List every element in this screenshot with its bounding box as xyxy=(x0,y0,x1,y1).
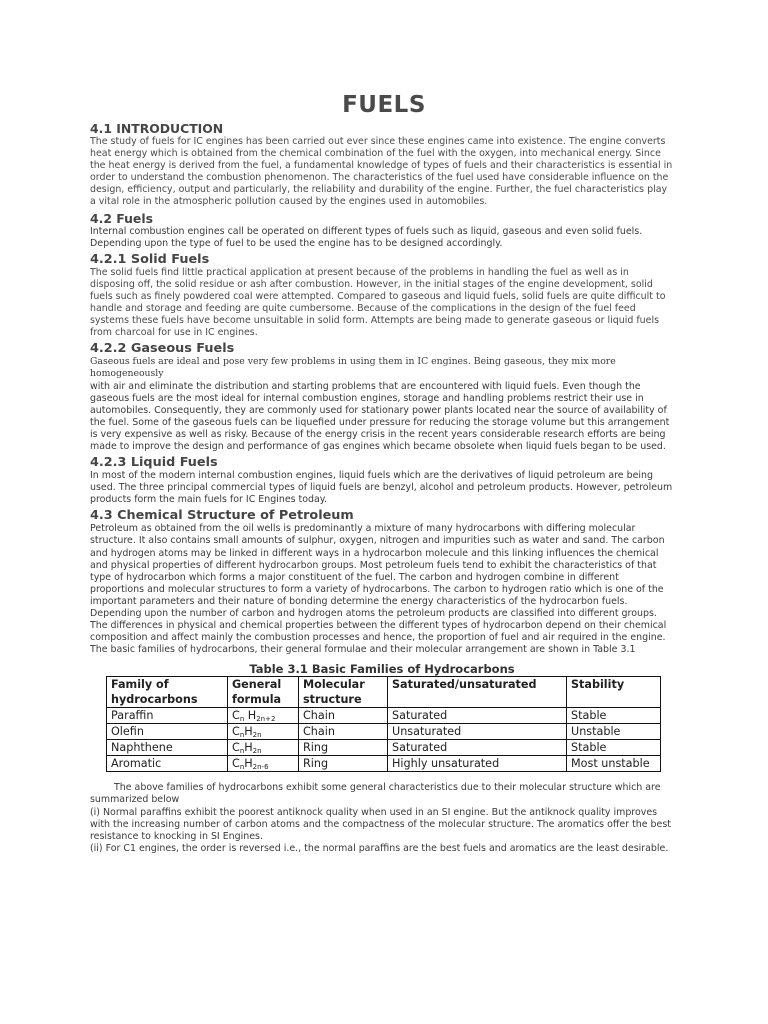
section-heading-fuels: 4.2 Fuels xyxy=(90,210,153,226)
table-cell-structure: Chain xyxy=(299,708,388,724)
table-header-row xyxy=(107,677,661,708)
section-heading-chemical-structure: 4.3 Chemical Structure of Petroleum xyxy=(90,508,354,524)
table-cell-structure: Chain xyxy=(299,724,388,740)
page-title: FUELS xyxy=(342,92,426,118)
section-text-gaseous-fuels: with air and eliminate the distribution and starting problems that are encountered with liquid fuels. Even though the gaseous fuels are the most ideal for internal combustion engines, storage and handling problems restrict their use in automobiles. Consequently, they are commonly used for stationary power plants located near the source of availability of the fuel. Some of the gaseous fuels can be liquefied under pressure for reducing the storage volume but this arrangement is very expensive as well as risky. Because of the energy crisis in the recent years considerable research efforts are being made to improve the design and performance of gas engines which became obsolete when liquid fuels began to be used. xyxy=(90,380,670,452)
hydrocarbon-families-table xyxy=(106,676,661,772)
table-cell-family: Aromatic xyxy=(107,756,228,772)
section-text-liquid-fuels: In most of the modern internal combustion engines, liquid fuels which are the derivatives of liquid petroleum are being used. The three principal commercial types of liquid fuels are benzyl, alcohol and petroleum products. However, petroleum products form the main fuels for IC Engines today. xyxy=(90,470,673,506)
table-header-cell: General formula xyxy=(228,677,299,708)
document-body xyxy=(90,121,674,855)
section-heading-gaseous-fuels: 4.2.2 Gaseous Fuels xyxy=(90,341,235,357)
table-row xyxy=(107,724,661,740)
table-cell-formula: $C_n$ $H_{2n+2}$ xyxy=(228,708,299,724)
table-cell-formula: $C_nH_{2n-6}$ xyxy=(228,756,299,772)
table-caption: Table 3.1 Basic Families of Hydrocarbons xyxy=(249,662,515,677)
section-heading-solid-fuels: 4.2.1 Solid Fuels xyxy=(90,251,210,267)
section-text-gaseous-fuels-serif: Gaseous fuels are ideal and pose very few problems in using them in IC engines. Being gaseous, they mix more homogeneously xyxy=(90,356,616,380)
section-text-fuels: Internal combustion engines call be operated on different types of fuels such as liquid, gaseous and even solid fuels. Depending upon the type of fuel to be used the engine has to be designed accordingly. xyxy=(90,225,643,249)
table-header-cell: Stability xyxy=(567,677,661,708)
table-cell-structure: Ring xyxy=(299,756,388,772)
table-header-cell: Saturated/unsaturated xyxy=(388,677,567,708)
paragraph-point-i: (i) Normal paraffins exhibit the poorest antiknock quality when used in an SI engine. But the antiknock quality improves with the increasing number of carbon atoms and the compactness of the molecular structure. The aromatics offer the best resistance to knocking in SI Engines. xyxy=(90,806,671,842)
table-cell-formula: $C_nH_{2n}$ xyxy=(228,740,299,756)
table-cell-saturation: Saturated xyxy=(388,740,567,756)
section-text-solid-fuels: The solid fuels find little practical application at present because of the problems in handling the fuel as well as in disposing off, the solid residue or ash after combustion. However, in the initial stages of the engine development, solid fuels such as finely powdered coal were attempted. Compared to gaseous and liquid fuels, solid fuels are quite difficult to handle and storage and feeding are quite cumbersome. Because of the complications in the design of the fuel feed systems these fuels have become unsuitable in solid form. Attempts are being made to generate gaseous or liquid fuels from charcoal for use in IC engines. xyxy=(90,266,666,339)
paragraph-point-ii: (ii) For C1 engines, the order is reversed i.e., the normal paraffins are the best fuels and aromatics are the least desirable. xyxy=(90,842,669,854)
paragraph-summary-intro: The above families of hydrocarbons exhibit some general characteristics due to their molecular structure which are summarized below xyxy=(90,782,661,806)
table-cell-stability: Stable xyxy=(567,740,661,756)
table-cell-stability: Most unstable xyxy=(567,756,661,772)
section-text-chemical-structure: Petroleum as obtained from the oil wells is predominantly a mixture of many hydrocarbons with differing molecular structure. It also contains small amounts of sulphur, oxygen, nitrogen and impurities such as water and sand. The carbon and hydrogen atoms may be linked in different ways in a hydrocarbon molecule and this linking influences the chemical and physical properties of different hydrocarbon groups. Most petroleum fuels tend to exhibit the characteristics of that type of hydrocarbon which forms a major constituent of the fuel. The carbon and hydrogen combine in different proportions and molecular structures to form a variety of hydrocarbons. The carbon to hydrogen ratio which is one of the important parameters and their nature of bonding determine the energy characteristics of the hydrocarbon fuels. Depending upon the number of carbon and hydrogen atoms the petroleum products are classified into different groups. The differences in physical and chemical properties between the different types of hydrocarbon depend on their chemical composition and affect mainly the combustion processes and hence, the proportion of fuel and air required in the engine. The basic families of hydrocarbons, their general formulae and their molecular arrangement are shown in Table 3.1 xyxy=(90,523,667,656)
table-cell-formula: $C_nH_{2n}$ xyxy=(228,724,299,740)
table-cell-stability: Unstable xyxy=(567,724,661,740)
section-heading-liquid-fuels: 4.2.3 Liquid Fuels xyxy=(90,455,218,471)
table-cell-stability: Stable xyxy=(567,708,661,724)
table-cell-family: Paraffin xyxy=(107,708,228,724)
section-text-introduction: The study of fuels for IC engines has been carried out ever since these engines came into existence. The engine converts heat energy which is obtained from the chemical combination of the fuel with the oxygen, into mechanical energy. Since the heat energy is derived from the fuel, a fundamental knowledge of types of fuels and their characteristics is essential in order to understand the combustion phenomenon. The characteristics of the fuel used have considerable influence on the design, efficiency, output and particularly, the reliability and durability of the engine. Further, the fuel characteristics play a vital role in the atmospheric pollution caused by the engines used in automobiles. xyxy=(90,136,673,208)
table-row xyxy=(107,756,661,772)
table-row xyxy=(107,708,661,724)
table-cell-saturation: Highly unsaturated xyxy=(388,756,567,772)
table-cell-saturation: Saturated xyxy=(388,708,567,724)
table-cell-structure: Ring xyxy=(299,740,388,756)
table-cell-saturation: Unsaturated xyxy=(388,724,567,740)
table-header-cell: Molecular structure xyxy=(299,677,388,708)
table-header-cell: Family of hydrocarbons xyxy=(107,677,228,708)
section-heading-introduction: 4.1 INTRODUCTION xyxy=(90,121,224,136)
table-cell-family: Naphthene xyxy=(107,740,228,756)
table-cell-family: Olefin xyxy=(107,724,228,740)
table-row xyxy=(107,740,661,756)
